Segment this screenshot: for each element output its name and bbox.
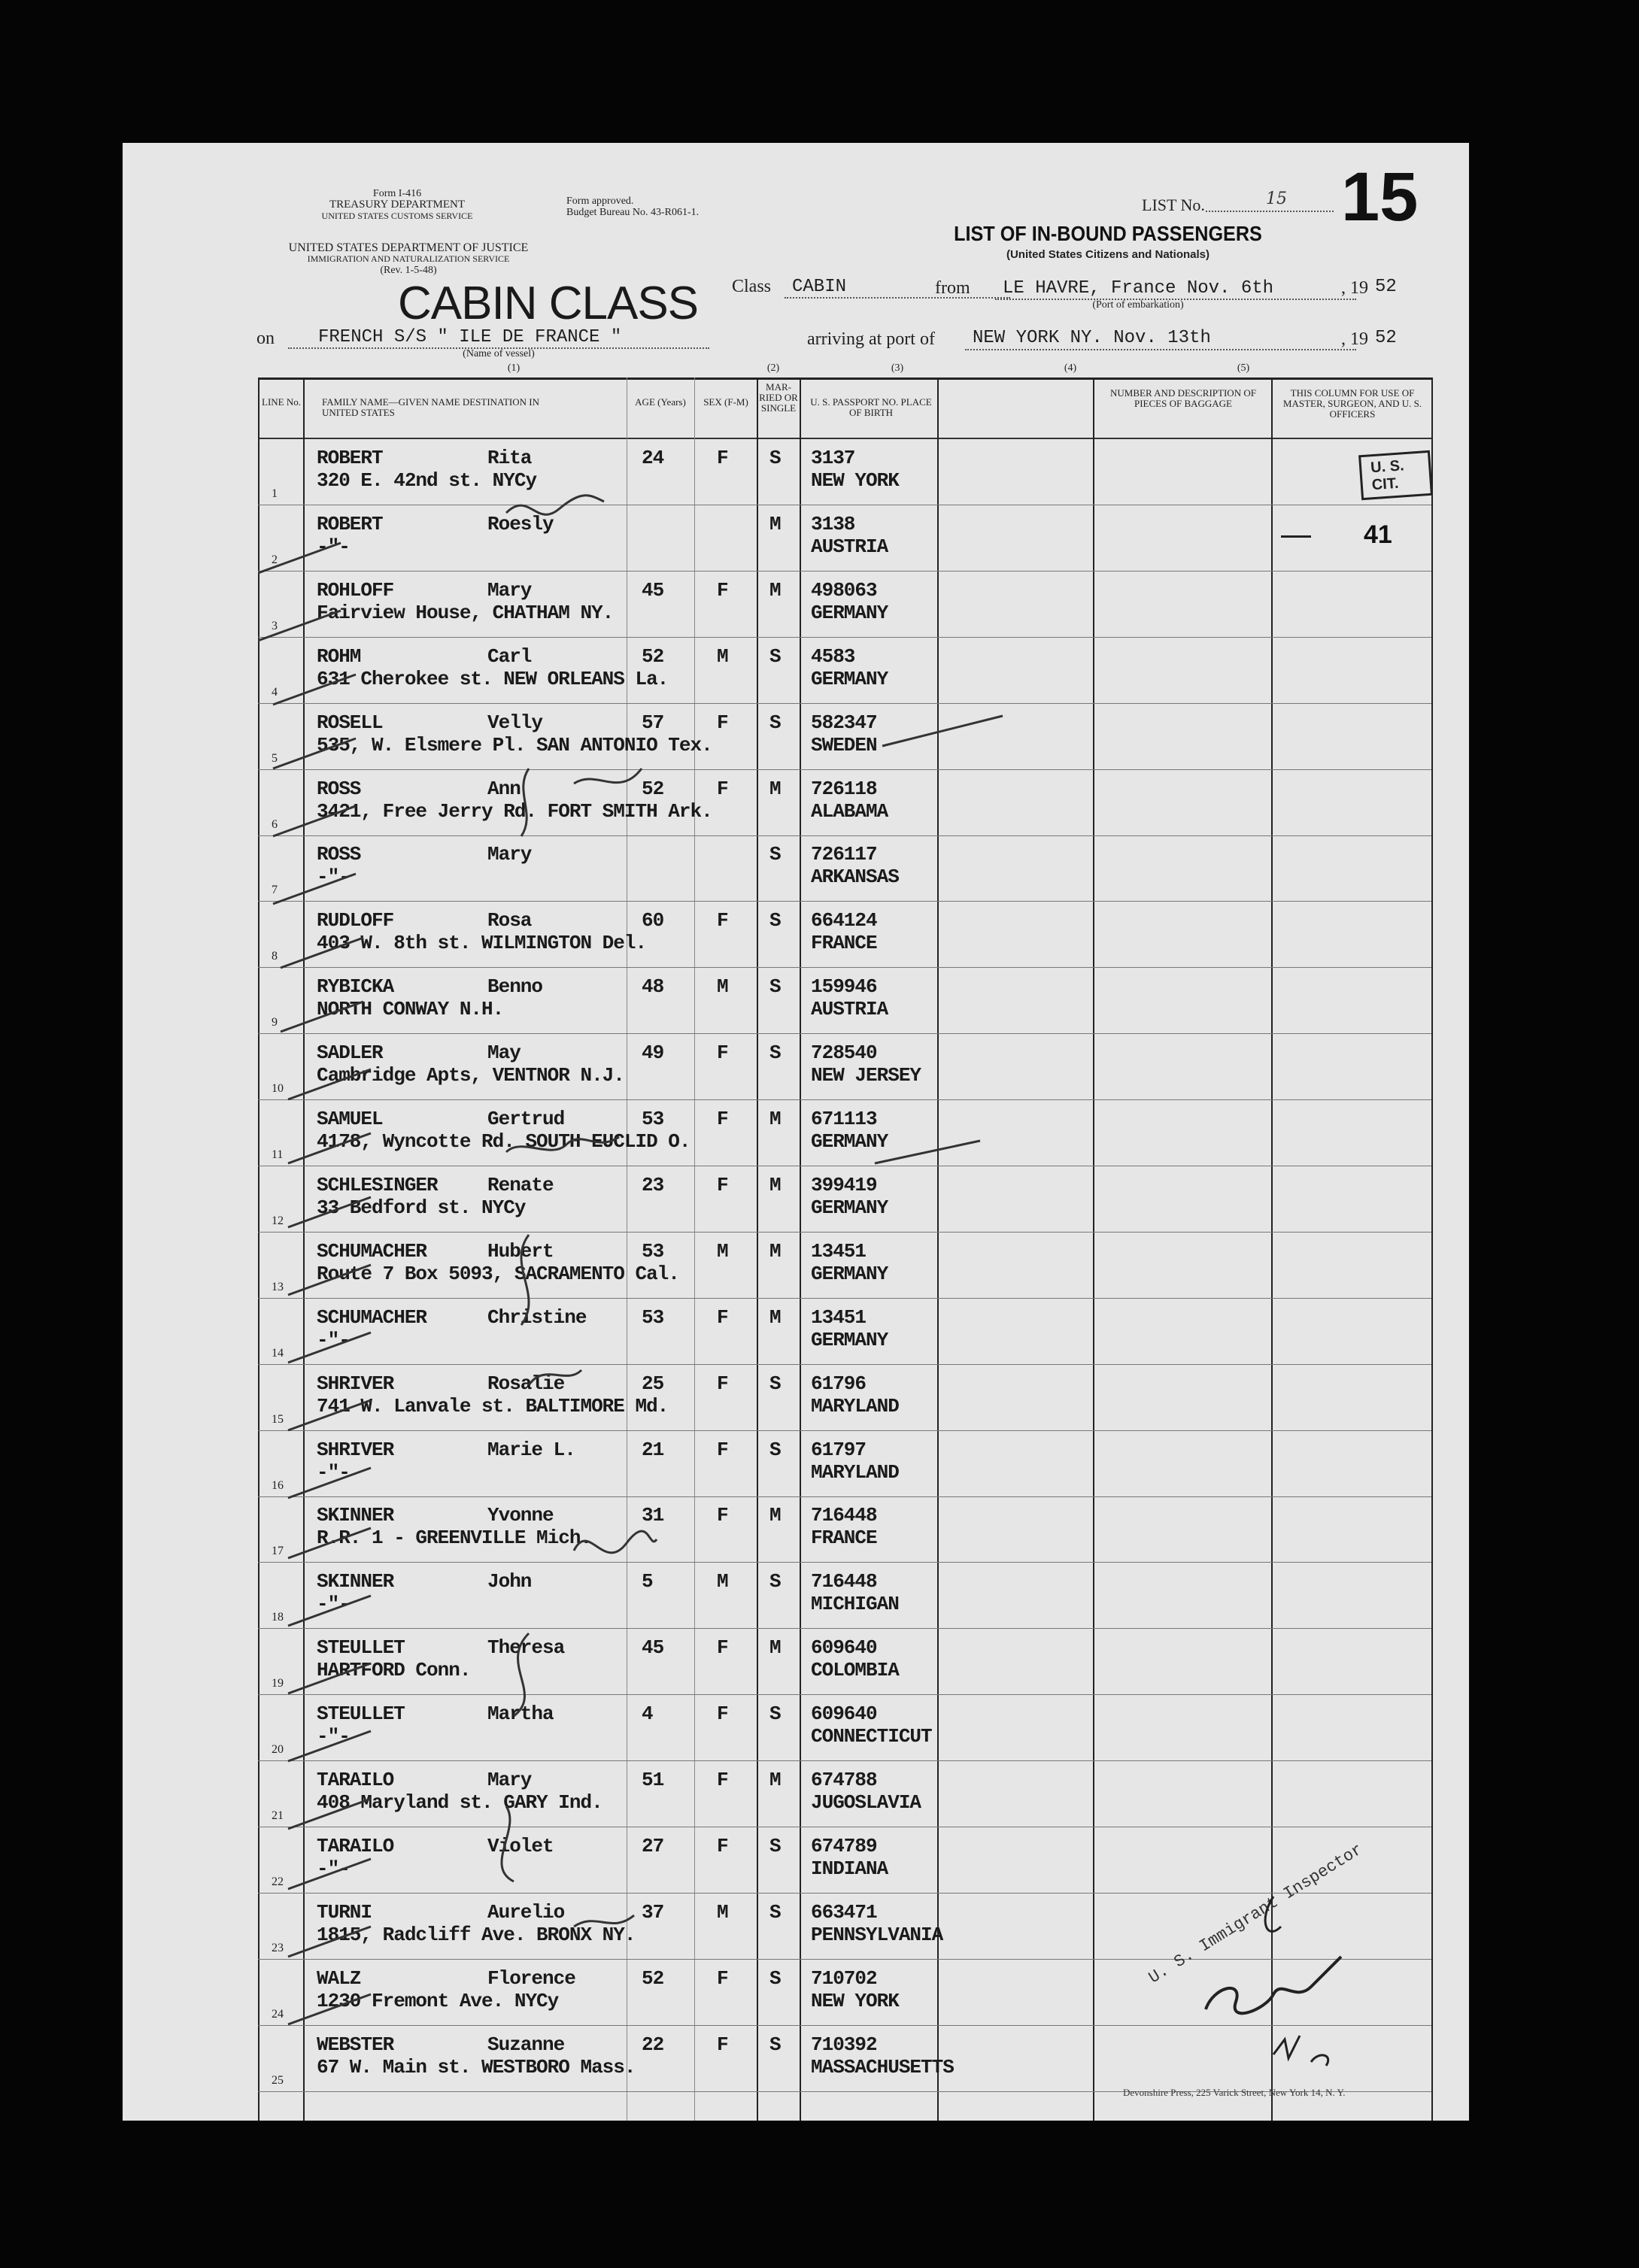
passport-number: 13451 [811,1305,867,1329]
marital-status: M [769,512,781,535]
address: -"- [317,1725,350,1748]
marital-status: S [769,447,781,469]
line-number: 6 [272,817,278,831]
sex: F [717,447,728,469]
sex: F [717,1769,728,1791]
address: -"- [317,866,350,889]
given-name: Benno [487,975,543,999]
given-name: Yvonne [487,1504,554,1527]
place-of-birth: FRANCE [811,932,877,955]
marital-status: M [769,1239,781,1263]
place-of-birth: GERMANY [811,667,888,690]
place-of-birth: SWEDEN [811,733,877,757]
class-label: Class [732,277,772,296]
form-id-block [314,188,480,222]
given-name: Marie L. [487,1438,575,1461]
header-passport: U. S. PASSPORT NO. PLACE OF BIRTH [810,396,932,418]
sex: F [717,1834,728,1857]
age: 4 [642,1703,653,1726]
from-label: from [935,278,970,298]
passport-number: 4583 [811,644,855,668]
sex: F [717,909,728,932]
passport-number: 61796 [811,1372,867,1395]
marital-status: M [769,1305,781,1329]
sex: F [717,1636,728,1660]
line-number: 18 [272,1611,284,1624]
surname: SAMUEL [317,1108,383,1130]
passport-number: 710392 [811,2033,877,2056]
surname: STEULLET [317,1636,405,1660]
justice-dept: UNITED STATES DEPARTMENT OF JUSTICE [288,241,529,254]
header-line-no: LINE No. [262,396,301,408]
passport-number: 498063 [811,578,877,602]
surname: ROHM [317,644,361,668]
line-number: 10 [272,1082,284,1096]
surname: ROSS [317,777,361,800]
passport-number: 609640 [811,1636,877,1660]
place-of-birth: NEW JERSEY [811,1064,921,1087]
given-name: Aurelio [487,1900,565,1924]
sex: F [717,1504,728,1527]
line-number: 13 [272,1280,284,1293]
line-number: 16 [272,1478,284,1492]
passport-number: 726117 [811,843,877,866]
line-number: 2 [272,553,278,566]
sex: F [717,2033,728,2056]
justice-block [250,242,566,276]
embark-note: (Port of embarkation) [1092,299,1184,311]
sex: F [717,711,728,734]
given-name: May [487,1042,521,1065]
address: 1815, Radcliff Ave. BRONX NY. [317,1923,636,1946]
surname: ROBERT [317,447,383,469]
line-number: 17 [272,1545,284,1558]
line-number: 24 [272,2007,284,2021]
sex: F [717,1966,728,1990]
line-number: 5 [272,751,278,765]
given-name: Florence [487,1966,575,1990]
place-of-birth: GERMANY [811,1262,888,1285]
marital-status: M [769,1173,781,1196]
line-number: 12 [272,1214,284,1227]
age: 57 [642,711,664,734]
line-number: 7 [272,884,278,897]
passport-number: 671113 [811,1108,877,1130]
place-of-birth: ARKANSAS [811,866,899,889]
age: 22 [642,2033,664,2056]
surname: TARAILO [317,1834,394,1857]
sex: F [717,777,728,800]
col-num-2: (2) [766,362,780,374]
passport-number: 582347 [811,711,877,734]
age: 31 [642,1504,664,1527]
age: 53 [642,1239,664,1263]
surname: STEULLET [317,1703,405,1726]
given-name: Christine [487,1305,587,1329]
given-name: Martha [487,1703,554,1726]
form-title: LIST OF IN-BOUND PASSENGERS [954,222,1262,245]
passport-number: 159946 [811,975,877,999]
passport-number: 609640 [811,1703,877,1726]
surname: SHRIVER [317,1438,394,1461]
line-number: 19 [272,1677,284,1690]
place-of-birth: MARYLAND [811,1460,899,1484]
given-name: Suzanne [487,2033,565,2056]
marital-status: M [769,1769,781,1791]
list-no-stamp: 15 [1341,159,1419,235]
handwritten-marks [258,377,1431,2121]
given-name: Mary [487,843,532,866]
age: 49 [642,1042,664,1065]
surname: SHRIVER [317,1372,394,1395]
given-name: Hubert [487,1239,554,1263]
line-number: 15 [272,1412,284,1426]
passport-number: 674788 [811,1769,877,1791]
surname: WALZ [317,1966,361,1990]
inspector-stamp: U. S. Immigrant Inspector [1146,1840,1367,1988]
from-year: 52 [1375,277,1397,297]
surname: RUDLOFF [317,909,394,932]
given-name: Theresa [487,1636,565,1660]
passport-number: 716448 [811,1570,877,1593]
place-of-birth: INDIANA [811,1857,888,1880]
printer-imprint: Devonshire Press, 225 Varick Street, New York 14, N. Y. [1123,2087,1346,2098]
sex: F [717,1703,728,1726]
list-no-written: 15 [1266,190,1287,208]
from-value: LE HAVRE, France Nov. 6th [1003,278,1274,299]
given-name: Violet [487,1834,554,1857]
given-name: Roesly [487,512,554,535]
address: Cambridge Apts, VENTNOR N.J. [317,1064,624,1087]
passport-number: 726118 [811,777,877,800]
passport-number: 674789 [811,1834,877,1857]
col-num-5: (5) [1237,362,1250,374]
place-of-birth: GERMANY [811,1328,888,1351]
treasury-dept: TREASURY DEPARTMENT [329,199,466,211]
list-no-label: LIST No. [1142,196,1205,214]
from-year-prefix: , 19 [1341,278,1368,298]
passport-number: 728540 [811,1042,877,1065]
form-number: Form I-416 [372,188,422,199]
address: 408 Maryland st. GARY Ind. [317,1791,602,1814]
marital-status: S [769,1570,781,1593]
address: NORTH CONWAY N.H. [317,998,504,1021]
marital-status: S [769,711,781,734]
age: 45 [642,1636,664,1660]
given-name: Gertrud [487,1108,565,1130]
form-approved: Form approved. [566,196,634,207]
col-num-4: (4) [1064,362,1077,374]
marital-status: S [769,909,781,932]
line-number: 3 [272,619,278,632]
surname: SCHLESINGER [317,1173,438,1196]
place-of-birth: NEW YORK [811,1989,899,2012]
marital-status: M [769,1504,781,1527]
place-of-birth: GERMANY [811,1196,888,1219]
place-of-birth: AUSTRIA [811,535,888,558]
sex: M [717,1570,728,1593]
place-of-birth: MASSACHUSETTS [811,2055,954,2078]
surname: ROBERT [317,512,383,535]
surname: WEBSTER [317,2033,394,2056]
sex: F [717,1372,728,1395]
address: 631 Cherokee st. NEW ORLEANS La. [317,667,669,690]
address: 741 W. Lanvale st. BALTIMORE Md. [317,1394,669,1418]
surname: ROSELL [317,711,383,734]
vessel-note: (Name of vessel) [463,348,535,359]
age: 27 [642,1834,664,1857]
arriving-value: NEW YORK NY. Nov. 13th [973,328,1211,348]
given-name: Mary [487,1769,532,1791]
place-of-birth: NEW YORK [811,469,899,492]
marital-status: M [769,1636,781,1660]
given-name: Renate [487,1173,554,1196]
line-number: 8 [272,950,278,963]
line-number: 11 [272,1148,284,1161]
age: 48 [642,975,664,999]
line-number: 23 [272,1941,284,1954]
place-of-birth: CONNECTICUT [811,1725,932,1748]
address: 4178, Wyncotte Rd. SOUTH EUCLID O. [317,1130,691,1153]
passenger-count: 41 [1364,520,1392,549]
sex: M [717,1900,728,1924]
address: -"- [317,1328,350,1351]
given-name: Carl [487,644,532,668]
line-number: 14 [272,1346,284,1360]
header-baggage: NUMBER AND DESCRIPTION OF PIECES OF BAGGAGE [1110,387,1256,409]
arriving-label: arriving at port of [807,329,935,349]
place-of-birth: MARYLAND [811,1394,899,1418]
arr-year: 52 [1375,328,1397,348]
budget-bureau: Budget Bureau No. 43-R061-1. [566,207,700,218]
line-number: 21 [272,1809,284,1822]
given-name: Velly [487,711,543,734]
surname: ROSS [317,843,361,866]
marital-status: S [769,1703,781,1726]
approval-block [566,196,785,218]
given-name: Rosalie [487,1372,565,1395]
age: 52 [642,644,664,668]
line-number: 4 [272,685,278,699]
place-of-birth: MICHIGAN [811,1593,899,1616]
place-of-birth: ALABAMA [811,799,888,823]
given-name: Mary [487,578,532,602]
revision: (Rev. 1-5-48) [380,265,437,276]
address: HARTFORD Conn. [317,1659,471,1682]
address: 320 E. 42nd st. NYCy [317,469,537,492]
header-age: AGE (Years) [635,396,686,408]
age: 5 [642,1570,653,1593]
sex: F [717,1173,728,1196]
form-subtitle: (United States Citizens and Nationals) [1006,248,1210,261]
passport-number: 61797 [811,1438,867,1461]
place-of-birth: PENNSYLVANIA [811,1923,943,1946]
ins-service: IMMIGRATION AND NATURALIZATION SERVICE [307,253,510,264]
surname: SCHUMACHER [317,1305,427,1329]
header-sex: SEX (F-M) [703,396,748,408]
marital-status: S [769,644,781,668]
sex: M [717,644,728,668]
passport-number: 3137 [811,447,855,469]
passport-number: 3138 [811,512,855,535]
line-number: 9 [272,1016,278,1029]
customs-service: UNITED STATES CUSTOMS SERVICE [321,211,473,221]
age: 37 [642,1900,664,1924]
given-name: John [487,1570,532,1593]
surname: SCHUMACHER [317,1239,427,1263]
inspector-signature [1161,1881,1386,2085]
given-name: Ann [487,777,521,800]
surname: TURNI [317,1900,372,1924]
cabin-class-stamp: CABIN CLASS [398,277,699,329]
age: 52 [642,777,664,800]
us-citizen-stamp: U. S. CIT. [1358,450,1433,500]
age: 52 [642,1966,664,1990]
marital-status: S [769,2033,781,2056]
place-of-birth: GERMANY [811,601,888,624]
age: 23 [642,1173,664,1196]
place-of-birth: JUGOSLAVIA [811,1791,921,1814]
surname: RYBICKA [317,975,394,999]
given-name: Rita [487,447,532,469]
place-of-birth: AUSTRIA [811,998,888,1021]
surname: TARAILO [317,1769,394,1791]
line-number: 22 [272,1875,284,1888]
age: 45 [642,578,664,602]
marital-status: S [769,1966,781,1990]
address: -"- [317,535,350,558]
marital-status: S [769,1438,781,1461]
address: 67 W. Main st. WESTBORO Mass. [317,2055,636,2078]
passport-number: 664124 [811,909,877,932]
surname: SKINNER [317,1570,394,1593]
passport-number: 716448 [811,1504,877,1527]
line-number: 20 [272,1743,284,1757]
sex: M [717,975,728,999]
passport-number: 13451 [811,1239,867,1263]
passport-number: 710702 [811,1966,877,1990]
sex: F [717,1042,728,1065]
passenger-table [258,377,1431,2121]
address: 3421, Free Jerry Rd. FORT SMITH Ark. [317,799,712,823]
place-of-birth: FRANCE [811,1527,877,1550]
address: -"- [317,1857,350,1880]
age: 53 [642,1305,664,1329]
sex: F [717,1108,728,1130]
place-of-birth: COLOMBIA [811,1659,899,1682]
address: R.R. 1 - GREENVILLE Mich. [317,1527,592,1550]
address: 33 Bedford st. NYCy [317,1196,526,1219]
passport-number: 663471 [811,1900,877,1924]
sex: F [717,1438,728,1461]
marital-status: S [769,1834,781,1857]
marital-status: M [769,777,781,800]
col-num-3: (3) [891,362,904,374]
address: Fairview House, CHATHAM NY. [317,601,614,624]
address: -"- [317,1593,350,1616]
header-married: MAR- RIED OR SINGLE [759,381,798,414]
on-label: on [256,329,275,348]
surname: ROHLOFF [317,578,394,602]
marital-status: S [769,975,781,999]
header-officers: THIS COLUMN FOR USE OF MASTER, SURGEON, AND U. S. OFFICERS [1282,387,1422,420]
count-dash [1281,535,1311,538]
given-name: Rosa [487,909,532,932]
line-number: 1 [272,487,278,500]
marital-status: S [769,843,781,866]
place-of-birth: GERMANY [811,1130,888,1153]
age: 21 [642,1438,664,1461]
age: 51 [642,1769,664,1791]
address: -"- [317,1460,350,1484]
header-name: FAMILY NAME—GIVEN NAME DESTINATION IN UNITED STATES [322,396,540,418]
surname: SADLER [317,1042,383,1065]
passport-number: 399419 [811,1173,877,1196]
address: 535, W. Elsmere Pl. SAN ANTONIO Tex. [317,733,712,757]
sex: F [717,1305,728,1329]
address: 1230 Fremont Ave. NYCy [317,1989,559,2012]
class-value: CABIN [792,277,847,297]
sex: F [717,578,728,602]
address: Route 7 Box 5093, SACRAMENTO Cal. [317,1262,679,1285]
line-number: 25 [272,2073,284,2087]
vessel-value: FRENCH S/S " ILE DE FRANCE " [318,327,622,347]
arr-year-prefix: , 19 [1341,329,1368,349]
age: 53 [642,1108,664,1130]
sex: M [717,1239,728,1263]
age: 60 [642,909,664,932]
manifest-sheet [123,143,1469,2121]
marital-status: S [769,1372,781,1395]
marital-status: S [769,1900,781,1924]
marital-status: M [769,578,781,602]
surname: SKINNER [317,1504,394,1527]
age: 25 [642,1372,664,1395]
marital-status: S [769,1042,781,1065]
age: 24 [642,447,664,469]
marital-status: M [769,1108,781,1130]
col-num-1: (1) [507,362,521,374]
address: 403 W. 8th st. WILMINGTON Del. [317,932,647,955]
